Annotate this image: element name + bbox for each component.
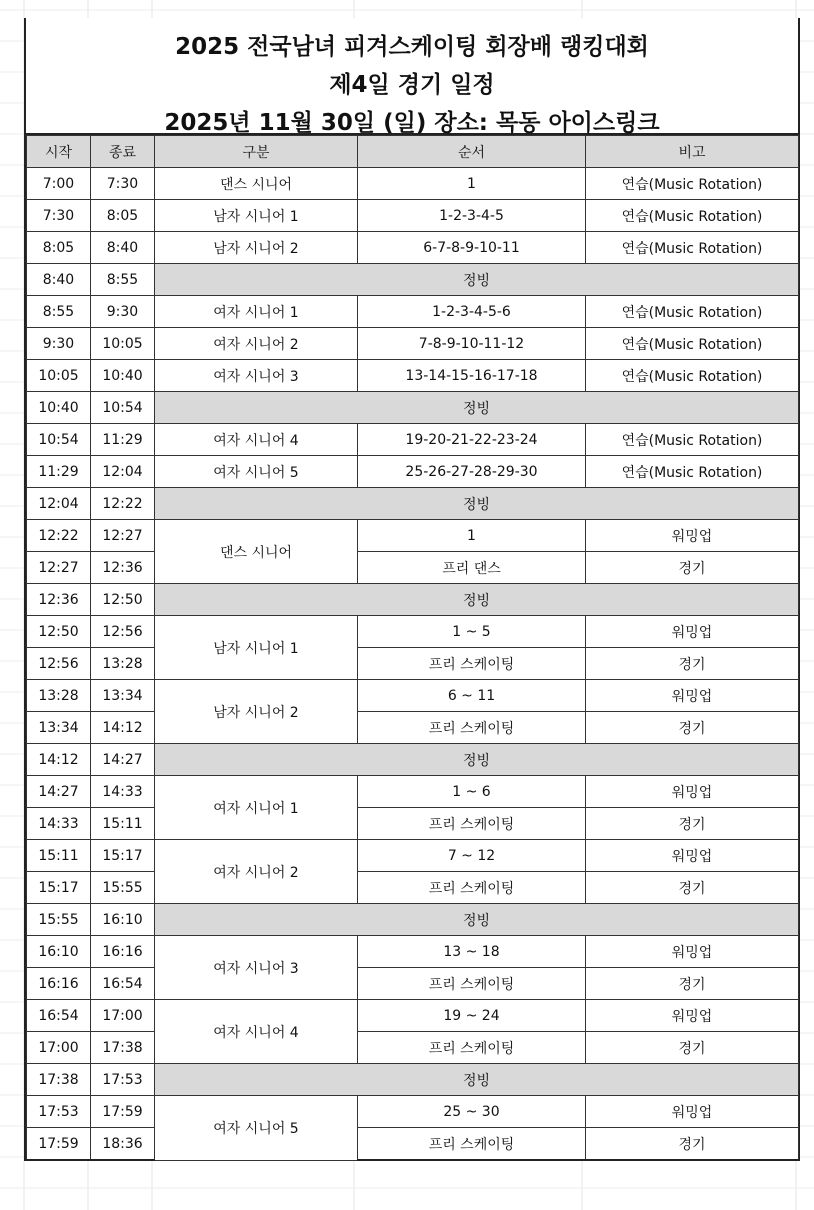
end-time: 11:29 (91, 424, 155, 456)
end-time: 9:30 (91, 296, 155, 328)
end-time: 8:40 (91, 232, 155, 264)
order-cell: 13 ~ 18 (358, 936, 586, 968)
end-time: 12:36 (91, 552, 155, 584)
end-time: 16:10 (91, 904, 155, 936)
header-end: 종료 (91, 136, 155, 168)
note-cell: 연습(Music Rotation) (586, 424, 799, 456)
order-cell: 1-2-3-4-5-6 (358, 296, 586, 328)
order-cell: 프리 스케이팅 (358, 968, 586, 1000)
end-time: 18:36 (91, 1128, 155, 1161)
start-time: 10:54 (27, 424, 91, 456)
end-time: 8:05 (91, 200, 155, 232)
category-cell: 남자 시니어 2 (155, 680, 358, 744)
order-cell: 7-8-9-10-11-12 (358, 328, 586, 360)
start-time: 17:53 (27, 1096, 91, 1128)
warmup-row (27, 840, 799, 872)
start-time: 11:29 (27, 456, 91, 488)
competition-row (27, 808, 799, 840)
category-cell: 여자 시니어 2 (155, 840, 358, 904)
start-time: 14:33 (27, 808, 91, 840)
note-cell: 경기 (586, 872, 799, 904)
category-cell: 남자 시니어 1 (155, 616, 358, 680)
schedule-row (27, 232, 799, 264)
end-time: 8:55 (91, 264, 155, 296)
start-time: 17:38 (27, 1064, 91, 1096)
resurfacing-row (27, 488, 799, 520)
end-time: 15:17 (91, 840, 155, 872)
category-cell: 댄스 시니어 (155, 520, 358, 584)
note-cell: 워밍업 (586, 1096, 799, 1128)
header-order: 순서 (358, 136, 586, 168)
title-block (26, 18, 798, 135)
start-time: 12:22 (27, 520, 91, 552)
resurfacing-row (27, 1064, 799, 1096)
schedule-row (27, 456, 799, 488)
note-cell: 연습(Music Rotation) (586, 200, 799, 232)
note-cell: 연습(Music Rotation) (586, 360, 799, 392)
end-time: 16:16 (91, 936, 155, 968)
category-cell: 남자 시니어 2 (155, 232, 358, 264)
order-cell: 프리 댄스 (358, 552, 586, 584)
resurfacing-label: 정빙 (155, 264, 799, 296)
order-cell: 13-14-15-16-17-18 (358, 360, 586, 392)
order-cell: 1 (358, 168, 586, 200)
start-time: 7:00 (27, 168, 91, 200)
note-cell: 연습(Music Rotation) (586, 296, 799, 328)
end-time: 12:50 (91, 584, 155, 616)
resurfacing-label: 정빙 (155, 488, 799, 520)
start-time: 10:40 (27, 392, 91, 424)
warmup-row (27, 520, 799, 552)
header-start: 시작 (27, 136, 91, 168)
start-time: 7:30 (27, 200, 91, 232)
end-time: 10:40 (91, 360, 155, 392)
end-time: 10:54 (91, 392, 155, 424)
warmup-row (27, 616, 799, 648)
order-cell: 19 ~ 24 (358, 1000, 586, 1032)
end-time: 12:22 (91, 488, 155, 520)
warmup-row (27, 936, 799, 968)
resurfacing-label: 정빙 (155, 744, 799, 776)
order-cell: 프리 스케이팅 (358, 808, 586, 840)
start-time: 13:34 (27, 712, 91, 744)
order-cell: 프리 스케이팅 (358, 1032, 586, 1064)
start-time: 13:28 (27, 680, 91, 712)
note-cell: 경기 (586, 712, 799, 744)
start-time: 12:04 (27, 488, 91, 520)
order-cell: 1-2-3-4-5 (358, 200, 586, 232)
order-cell: 6-7-8-9-10-11 (358, 232, 586, 264)
warmup-row (27, 680, 799, 712)
competition-row (27, 968, 799, 1000)
note-cell: 경기 (586, 552, 799, 584)
start-time: 17:59 (27, 1128, 91, 1161)
order-cell: 19-20-21-22-23-24 (358, 424, 586, 456)
competition-row (27, 552, 799, 584)
event-title: 2025 전국남녀 피겨스케이팅 회장배 랭킹대회 (175, 34, 649, 60)
end-time: 15:55 (91, 872, 155, 904)
end-time: 15:11 (91, 808, 155, 840)
schedule-row (27, 168, 799, 200)
category-cell: 여자 시니어 5 (155, 1096, 358, 1161)
warmup-row (27, 1000, 799, 1032)
start-time: 12:56 (27, 648, 91, 680)
note-cell: 워밍업 (586, 1000, 799, 1032)
competition-row (27, 648, 799, 680)
note-cell: 연습(Music Rotation) (586, 232, 799, 264)
end-time: 17:59 (91, 1096, 155, 1128)
resurfacing-row (27, 584, 799, 616)
resurfacing-row (27, 904, 799, 936)
end-time: 7:30 (91, 168, 155, 200)
schedule-row (27, 328, 799, 360)
start-time: 14:27 (27, 776, 91, 808)
note-cell: 연습(Music Rotation) (586, 328, 799, 360)
schedule-table (26, 135, 799, 1161)
start-time: 12:27 (27, 552, 91, 584)
resurfacing-row (27, 264, 799, 296)
start-time: 17:00 (27, 1032, 91, 1064)
category-cell: 여자 시니어 3 (155, 360, 358, 392)
note-cell: 경기 (586, 1032, 799, 1064)
schedule-sheet (24, 18, 800, 1161)
competition-row (27, 1032, 799, 1064)
order-cell: 프리 스케이팅 (358, 1128, 586, 1161)
schedule-row (27, 424, 799, 456)
end-time: 14:27 (91, 744, 155, 776)
order-cell: 1 (358, 520, 586, 552)
schedule-row (27, 296, 799, 328)
start-time: 8:40 (27, 264, 91, 296)
resurfacing-label: 정빙 (155, 1064, 799, 1096)
schedule-row (27, 200, 799, 232)
start-time: 15:17 (27, 872, 91, 904)
order-cell: 1 ~ 6 (358, 776, 586, 808)
category-cell: 여자 시니어 3 (155, 936, 358, 1000)
schedule-body (27, 168, 799, 1161)
day-title: 제4일 경기 일정 (329, 72, 495, 98)
order-cell: 7 ~ 12 (358, 840, 586, 872)
date-venue-title: 2025년 11월 30일 (일) 장소: 목동 아이스링크 (164, 110, 660, 136)
note-cell: 워밍업 (586, 776, 799, 808)
category-cell: 여자 시니어 1 (155, 296, 358, 328)
category-cell: 댄스 시니어 (155, 168, 358, 200)
category-cell: 남자 시니어 1 (155, 200, 358, 232)
header-category: 구분 (155, 136, 358, 168)
category-cell: 여자 시니어 5 (155, 456, 358, 488)
warmup-row (27, 776, 799, 808)
category-cell: 여자 시니어 1 (155, 776, 358, 840)
start-time: 12:50 (27, 616, 91, 648)
end-time: 16:54 (91, 968, 155, 1000)
note-cell: 워밍업 (586, 680, 799, 712)
note-cell: 경기 (586, 648, 799, 680)
schedule-row (27, 360, 799, 392)
resurfacing-row (27, 744, 799, 776)
start-time: 12:36 (27, 584, 91, 616)
start-time: 10:05 (27, 360, 91, 392)
end-time: 13:28 (91, 648, 155, 680)
end-time: 10:05 (91, 328, 155, 360)
note-cell: 워밍업 (586, 520, 799, 552)
resurfacing-label: 정빙 (155, 584, 799, 616)
start-time: 14:12 (27, 744, 91, 776)
warmup-row (27, 1096, 799, 1128)
resurfacing-row (27, 392, 799, 424)
header-note: 비고 (586, 136, 799, 168)
note-cell: 워밍업 (586, 936, 799, 968)
end-time: 12:56 (91, 616, 155, 648)
end-time: 14:12 (91, 712, 155, 744)
note-cell: 경기 (586, 808, 799, 840)
order-cell: 25 ~ 30 (358, 1096, 586, 1128)
start-time: 8:55 (27, 296, 91, 328)
resurfacing-label: 정빙 (155, 904, 799, 936)
order-cell: 25-26-27-28-29-30 (358, 456, 586, 488)
end-time: 14:33 (91, 776, 155, 808)
end-time: 17:38 (91, 1032, 155, 1064)
category-cell: 여자 시니어 2 (155, 328, 358, 360)
start-time: 15:55 (27, 904, 91, 936)
end-time: 12:27 (91, 520, 155, 552)
start-time: 8:05 (27, 232, 91, 264)
order-cell: 6 ~ 11 (358, 680, 586, 712)
order-cell: 프리 스케이팅 (358, 872, 586, 904)
note-cell: 연습(Music Rotation) (586, 168, 799, 200)
order-cell: 프리 스케이팅 (358, 712, 586, 744)
note-cell: 연습(Music Rotation) (586, 456, 799, 488)
end-time: 12:04 (91, 456, 155, 488)
order-cell: 프리 스케이팅 (358, 648, 586, 680)
category-cell: 여자 시니어 4 (155, 1000, 358, 1064)
category-cell: 여자 시니어 4 (155, 424, 358, 456)
note-cell: 워밍업 (586, 840, 799, 872)
competition-row (27, 712, 799, 744)
note-cell: 경기 (586, 1128, 799, 1161)
end-time: 13:34 (91, 680, 155, 712)
start-time: 9:30 (27, 328, 91, 360)
end-time: 17:53 (91, 1064, 155, 1096)
competition-row (27, 1128, 799, 1161)
note-cell: 워밍업 (586, 616, 799, 648)
order-cell: 1 ~ 5 (358, 616, 586, 648)
note-cell: 경기 (586, 968, 799, 1000)
end-time: 17:00 (91, 1000, 155, 1032)
start-time: 15:11 (27, 840, 91, 872)
start-time: 16:10 (27, 936, 91, 968)
start-time: 16:54 (27, 1000, 91, 1032)
start-time: 16:16 (27, 968, 91, 1000)
competition-row (27, 872, 799, 904)
resurfacing-label: 정빙 (155, 392, 799, 424)
